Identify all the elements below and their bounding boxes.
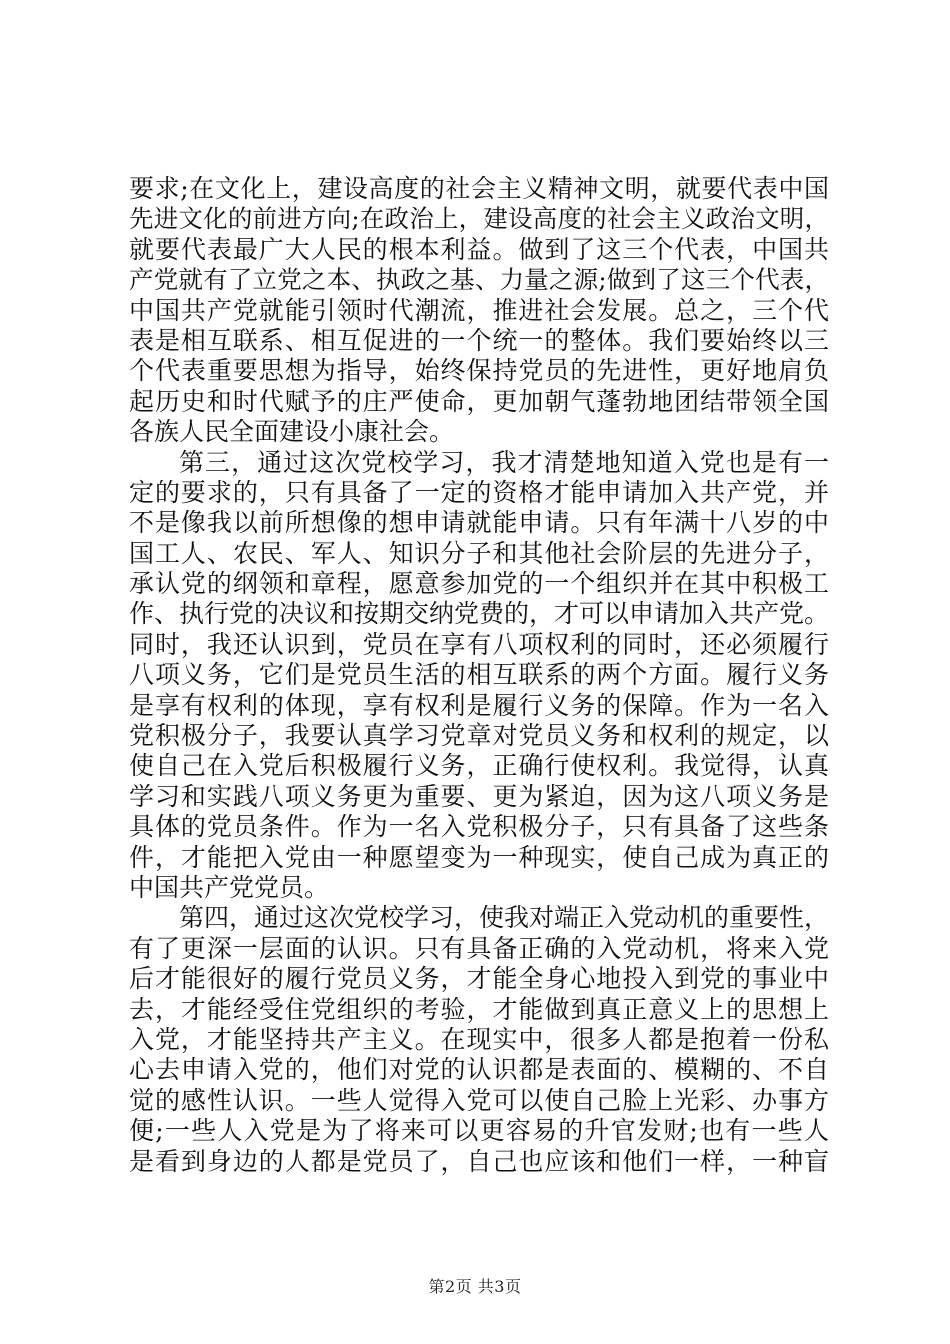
text-line: 定的要求的，只有具备了一定的资格才能申请加入共产党，并: [129, 477, 829, 507]
text-line: 第四，通过这次党校学习，使我对端正入党动机的重要性，: [179, 903, 830, 933]
text-line: 不是像我以前所想像的想申请就能申请。只有年满十八岁的中: [129, 508, 829, 538]
text-line: 各族人民全面建设小康社会。: [129, 417, 455, 447]
page-footer: 第2页 共3页: [428, 1277, 522, 1296]
text-line: 要求;在文化上，建设高度的社会主义精神文明，就要代表中国: [129, 174, 829, 203]
text-line: 后才能很好的履行党员义务，才能全身心地投入到党的事业中: [129, 964, 829, 994]
text-line: 件，才能把入党由一种愿望变为一种现实，使自己成为真正的: [129, 842, 829, 872]
text-line: 党积极分子，我要认真学习党章对党员义务和权利的规定，以: [129, 721, 829, 751]
text-line: 学习和实践八项义务更为重要、更为紧迫，因为这八项义务是: [129, 781, 829, 811]
text-line: 八项义务，它们是党员生活的相互联系的两个方面。履行义务: [129, 660, 829, 690]
text-line: 同时，我还认识到，党员在享有八项权利的同时，还必须履行: [129, 629, 829, 659]
text-line: 具体的党员条件。作为一名入党积极分子，只有具备了这些条: [129, 812, 829, 842]
text-line: 先进文化的前进方向;在政治上，建设高度的社会主义政治文明，: [129, 204, 829, 234]
text-line: 有了更深一层面的认识。只有具备正确的入党动机，将来入党: [129, 933, 829, 963]
text-line: 个代表重要思想为指导，始终保持党员的先进性，更好地肩负: [129, 356, 829, 386]
text-line: 第三，通过这次党校学习，我才清楚地知道入党也是有一: [179, 447, 829, 477]
text-line: 表是相互联系、相互促进的一个统一的整体。我们要始终以三: [129, 325, 829, 355]
text-line: 便;一些人入党是为了将来可以更容易的升官发财;也有一些人: [129, 1116, 829, 1146]
body-text: [129, 174, 829, 1177]
text-line: 就要代表最广大人民的根本利益。做到了这三个代表，中国共: [129, 234, 829, 264]
text-line: 入党，才能坚持共产主义。在现实中，很多人都是抱着一份私: [129, 1024, 829, 1054]
text-line: 中国共产党就能引领时代潮流，推进社会发展。总之，三个代: [129, 295, 829, 325]
text-line: 去，才能经受住党组织的考验，才能做到真正意义上的思想上: [129, 994, 829, 1024]
text-line: 是享有权利的体现，享有权利是履行义务的保障。作为一名入: [129, 690, 829, 720]
text-line: 使自己在入党后积极履行义务，正确行使权利。我觉得，认真: [129, 751, 829, 781]
text-line: 心去申请入党的，他们对党的认识都是表面的、模糊的、不自: [129, 1055, 829, 1085]
text-line: 国工人、农民、军人、知识分子和其他社会阶层的先进分子，: [129, 538, 829, 568]
text-line: 觉的感性认识。一些人觉得入党可以使自己脸上光彩、办事方: [129, 1085, 829, 1115]
text-line: 作、执行党的决议和按期交纳党费的，才可以申请加入共产党。: [129, 599, 830, 629]
text-line: 起历史和时代赋予的庄严使命，更加朝气蓬勃地团结带领全国: [129, 386, 829, 416]
text-line: 是看到身边的人都是党员了，自己也应该和他们一样，一种盲: [129, 1146, 829, 1176]
text-line: 产党就有了立党之本、执政之基、力量之源;做到了这三个代表，: [129, 265, 829, 295]
text-line: 中国共产党党员。: [129, 872, 330, 902]
text-line: 承认党的纲领和章程，愿意参加党的一个组织并在其中积极工: [129, 569, 829, 599]
